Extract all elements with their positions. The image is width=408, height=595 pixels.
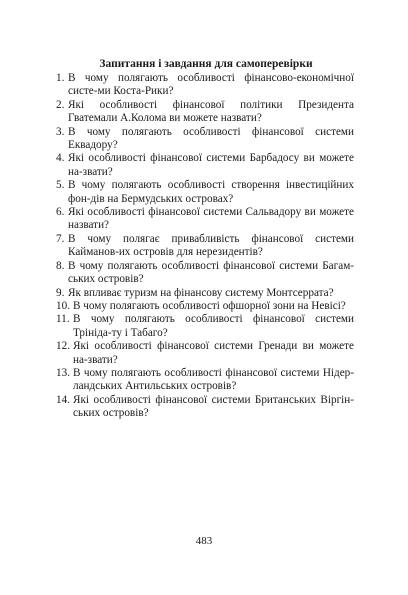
question-text: В чому полягають особливості фінансово-економічної систе-ми Коста-Рики?: [68, 72, 354, 98]
question-text: Які особливості фінансової політики Президента Гватемали А.Колома ви можете назвати?: [68, 98, 354, 125]
question-text: В чому полягають особливості фінансової системи Еквадору?: [68, 125, 354, 152]
question-item: [56, 340, 354, 367]
question-number: 8.: [56, 259, 65, 272]
question-text: Як впливає туризм на фінансову систему Монтсеррата?: [68, 286, 334, 299]
question-item: [56, 287, 354, 300]
question-number: 3.: [56, 125, 65, 138]
question-item: [56, 233, 354, 260]
question-item: [56, 367, 354, 394]
page-number: 483: [195, 535, 213, 547]
question-item: [56, 72, 354, 99]
question-text: В чому полягає привабливість фінансової системи Кайманов-их островів для нерезидентів?: [68, 232, 354, 259]
question-number: 2.: [56, 98, 65, 111]
question-number: 6.: [56, 206, 65, 219]
question-item: [56, 179, 354, 206]
question-text: В чому полягають особливості фінансової системи Трініда-ту і Табаго?: [73, 313, 354, 339]
question-text: Які особливості фінансової системи Барбадосу ви можете на-звати?: [68, 152, 354, 178]
question-number: 13.: [56, 366, 70, 379]
question-item: [56, 260, 354, 287]
question-number: 1.: [56, 72, 65, 84]
question-number: 11.: [56, 313, 70, 326]
question-item: [56, 313, 354, 340]
question-item: [56, 99, 354, 126]
question-text: Які особливості фінансової системи Гренади ви можете на-звати?: [73, 340, 354, 366]
question-text: Які особливості фінансової системи Сальвадору ви можете назвати?: [68, 206, 354, 232]
question-text: В чому полягають особливості створення інвестиційних фон-дів на Бермудських островах?: [68, 179, 354, 205]
question-text: Які особливості фінансової системи Британських Віргін-ських островів?: [73, 393, 354, 420]
question-item: [56, 394, 354, 421]
question-number: 12.: [56, 340, 70, 353]
section-heading: Запитання і завдання для самоперевірки: [99, 58, 313, 70]
question-number: 14.: [56, 393, 70, 406]
question-number: 10.: [56, 299, 70, 312]
question-number: 5.: [56, 179, 65, 192]
question-item: [56, 300, 354, 313]
question-item: [56, 126, 354, 153]
question-item: [56, 152, 354, 179]
question-number: 7.: [56, 232, 65, 245]
question-text: В чому полягають особливості фінансової системи Нідер-ландських Антильських островів?: [73, 366, 354, 393]
question-list: [56, 72, 354, 421]
question-text: В чому полягають особливості фінансової системи Багам-ських островів?: [68, 259, 354, 286]
question-number: 4.: [56, 152, 65, 165]
question-item: [56, 206, 354, 233]
question-text: В чому полягають особливості офшорної зони на Невісі?: [73, 299, 346, 312]
question-number: 9.: [56, 286, 65, 299]
